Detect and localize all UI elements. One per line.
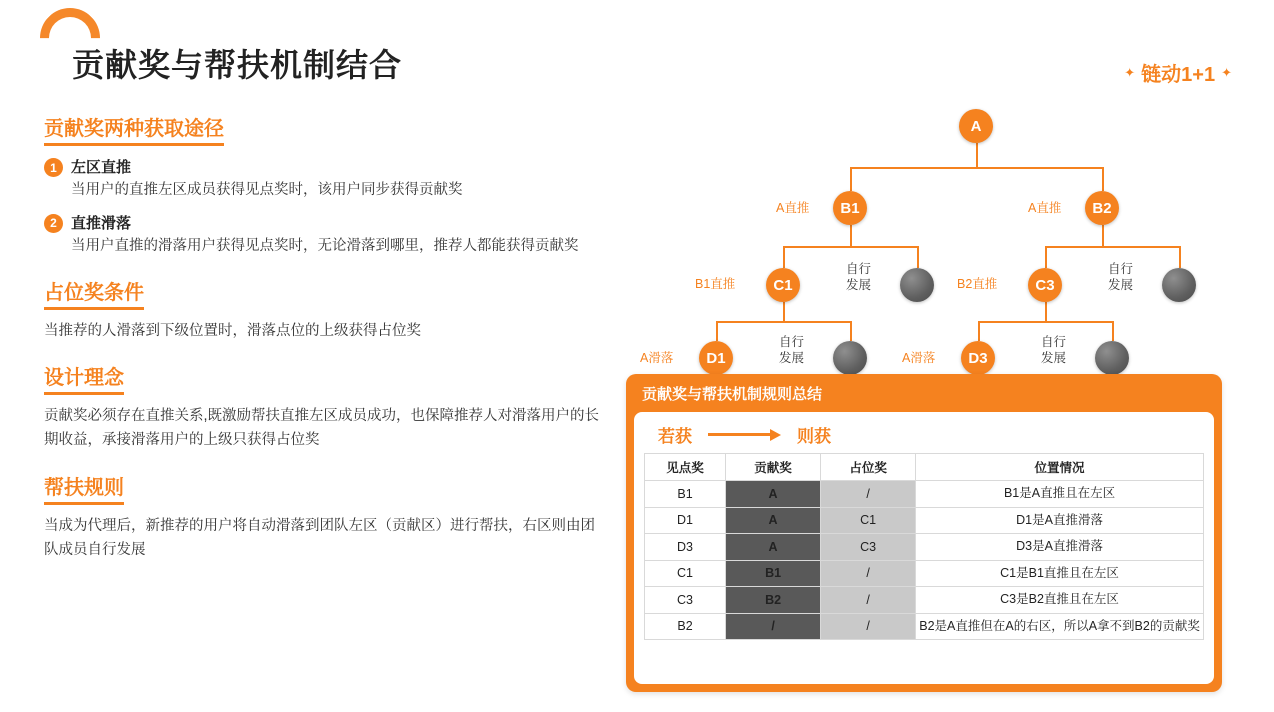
table-row	[645, 587, 1204, 614]
section-desc-position-award: 当推荐的人滑落到下级位置时，滑落点位的上级获得占位奖	[44, 322, 421, 339]
cell-position-award: C3	[821, 534, 916, 561]
table-row	[645, 507, 1204, 534]
tree-connector	[716, 321, 718, 341]
table-row	[645, 534, 1204, 561]
left-content-column	[44, 112, 604, 581]
self-develop-line1: 自行	[1108, 262, 1134, 276]
tree-connector	[978, 321, 980, 341]
rules-table	[644, 453, 1204, 640]
flow-header	[644, 420, 1204, 453]
tree-label-b2-direct: B2直推	[957, 277, 998, 291]
tree-node-c3[interactable]: C3	[1028, 268, 1062, 302]
cell-contribution: B2	[726, 587, 821, 614]
rules-summary-card	[626, 374, 1222, 692]
tree-connector	[978, 321, 1112, 323]
tree-connector	[1112, 321, 1114, 341]
table-row	[645, 481, 1204, 508]
tree-label-a-direct-b2: A直推	[1028, 201, 1062, 215]
flow-to-label: 则获	[797, 427, 831, 446]
self-develop-line2: 发展	[1041, 350, 1067, 365]
tree-connector	[917, 246, 919, 268]
list-item	[44, 156, 604, 202]
tree-connector	[783, 246, 785, 268]
cell-position-award: /	[821, 481, 916, 508]
arrow-right-icon	[708, 429, 781, 441]
section-title-design-concept: 设计理念	[44, 361, 124, 395]
cell-situation: D1是A直推滑落	[916, 507, 1204, 534]
item-title: 直推滑落	[71, 214, 132, 232]
tree-connector	[1045, 246, 1047, 268]
cell-situation: D3是A直推滑落	[916, 534, 1204, 561]
cell-seen: C3	[645, 587, 726, 614]
column-header-situation: 位置情况	[916, 454, 1204, 481]
tree-label-a-slide-d1: A滑落	[640, 351, 674, 365]
cell-contribution: A	[726, 481, 821, 508]
tree-label-self-develop-3	[779, 335, 804, 366]
tree-label-a-direct-b1: A直推	[776, 201, 810, 215]
tree-connector	[1179, 246, 1181, 268]
tree-label-self-develop-2	[1108, 262, 1133, 293]
cell-seen: C1	[645, 560, 726, 587]
tree-connector	[850, 167, 1102, 169]
cell-seen: B2	[645, 613, 726, 640]
tree-connector	[783, 302, 785, 322]
table-header-row	[645, 454, 1204, 481]
cell-situation: B1是A直推且在左区	[916, 481, 1204, 508]
flow-from-label: 若获	[658, 427, 692, 446]
tree-connector	[850, 225, 852, 247]
self-develop-line2: 发展	[1108, 277, 1134, 292]
tree-connector	[1102, 225, 1104, 247]
tree-node-d3[interactable]: D3	[961, 341, 995, 375]
cell-seen: B1	[645, 481, 726, 508]
cell-contribution: B1	[726, 560, 821, 587]
item-desc: 当用户直推的滑落用户获得见点奖时，无论滑落到哪里，推荐人都能获得贡献奖	[71, 237, 579, 254]
cell-position-award: /	[821, 587, 916, 614]
page-title: 贡献奖与帮扶机制结合	[72, 47, 403, 83]
number-badge: 1	[44, 158, 63, 177]
cell-seen: D3	[645, 534, 726, 561]
section-position-award	[44, 276, 604, 344]
section-title-support-rules: 帮扶规则	[44, 471, 124, 505]
tree-connector	[850, 321, 852, 341]
tree-connector	[716, 321, 850, 323]
self-develop-line2: 发展	[779, 350, 805, 365]
self-develop-line1: 自行	[779, 335, 805, 349]
tree-connector	[1045, 246, 1179, 248]
column-header-seen: 见点奖	[645, 454, 726, 481]
section-support-rules	[44, 471, 604, 563]
table-row	[645, 613, 1204, 640]
cell-situation: C3是B2直推且在左区	[916, 587, 1204, 614]
section-desc-support-rules: 当成为代理后，新推荐的用户将自动滑落到团队左区（贡献区）进行帮扶，右区则由团队成员自行发展	[44, 518, 595, 559]
sparkle-right-icon: ✦	[1221, 64, 1232, 80]
tree-node-b2[interactable]: B2	[1085, 191, 1119, 225]
rules-card-body	[634, 412, 1214, 684]
section-title-position-award: 占位奖条件	[44, 276, 144, 310]
self-develop-line2: 发展	[846, 277, 872, 292]
tree-connector	[850, 167, 852, 191]
cell-seen: D1	[645, 507, 726, 534]
section-design-concept	[44, 361, 604, 453]
number-badge: 2	[44, 214, 63, 233]
list-item	[44, 212, 604, 258]
item-title: 左区直推	[71, 159, 132, 176]
cell-contribution: /	[726, 613, 821, 640]
tree-node-self-develop-3[interactable]	[833, 341, 867, 375]
brand-text: 链动1+1	[1141, 64, 1216, 86]
sparkle-left-icon: ✦	[1124, 64, 1136, 80]
self-develop-line1: 自行	[846, 262, 872, 276]
tree-connector	[783, 246, 917, 248]
cell-position-award: /	[821, 613, 916, 640]
cell-situation: B2是A直推但在A的右区，所以A拿不到B2的贡献奖	[916, 613, 1204, 640]
table-row	[645, 560, 1204, 587]
item-desc: 当用户的直推左区成员获得见点奖时，该用户同步获得贡献奖	[71, 182, 463, 198]
cell-position-award: /	[821, 560, 916, 587]
tree-node-c1[interactable]: C1	[766, 268, 800, 302]
tree-label-a-slide-d3: A滑落	[902, 351, 936, 365]
section-acquisition	[44, 112, 604, 258]
section-desc-design-concept: 贡献奖必须存在直推关系,既激励帮扶直推左区成员成功，也保障推荐人对滑落用户的长期收益，承接滑落用户的上级只获得占位奖	[44, 408, 600, 449]
tree-node-self-develop-2[interactable]	[1162, 268, 1196, 302]
tree-connector	[976, 143, 978, 168]
self-develop-line1: 自行	[1041, 335, 1067, 349]
network-tree-diagram	[618, 96, 1258, 371]
tree-label-b1-direct: B1直推	[695, 277, 736, 291]
tree-label-self-develop-4	[1041, 335, 1066, 366]
column-header-position-award: 占位奖	[821, 454, 916, 481]
tree-node-b1[interactable]: B1	[833, 191, 867, 225]
brand-label	[1124, 58, 1232, 87]
tree-node-self-develop-4[interactable]	[1095, 341, 1129, 375]
tree-node-self-develop-1[interactable]	[900, 268, 934, 302]
cell-contribution: A	[726, 507, 821, 534]
cell-situation: C1是B1直推且在左区	[916, 560, 1204, 587]
tree-connector	[1102, 167, 1104, 191]
tree-node-a[interactable]: A	[959, 109, 993, 143]
section-title-acquisition: 贡献奖两种获取途径	[44, 112, 224, 146]
rules-card-title: 贡献奖与帮扶机制规则总结	[642, 386, 823, 403]
tree-label-self-develop-1	[846, 262, 871, 293]
cell-position-award: C1	[821, 507, 916, 534]
tree-node-d1[interactable]: D1	[699, 341, 733, 375]
column-header-contribution: 贡献奖	[726, 454, 821, 481]
tree-connector	[1045, 302, 1047, 322]
cell-contribution: A	[726, 534, 821, 561]
